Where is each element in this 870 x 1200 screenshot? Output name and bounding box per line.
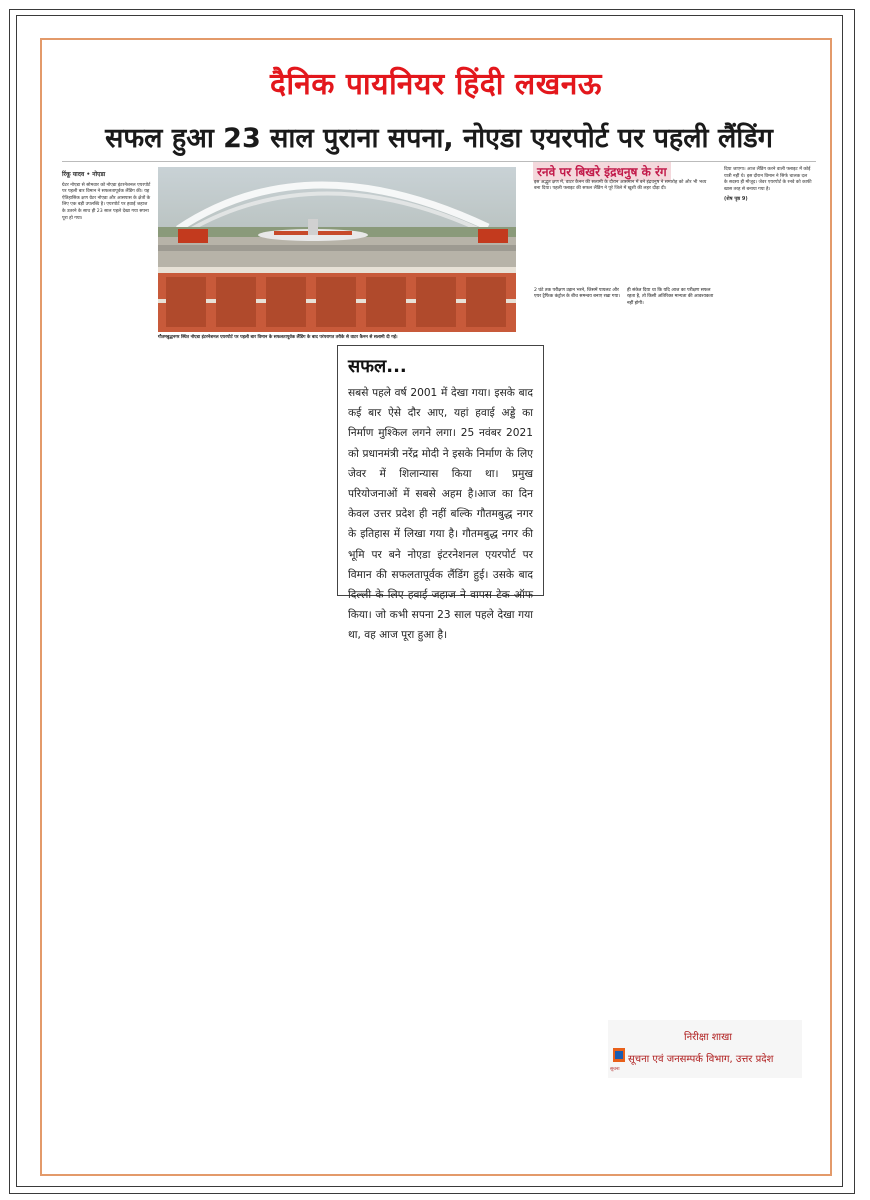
byline: रिंकू यादव • नोएडा <box>62 171 106 178</box>
headline: सफल हुआ 23 साल पुराना सपना, नोएडा एयरपोर्ट पर पहली लैंडिंग <box>62 118 816 162</box>
side-story-heading: रनवे पर बिखरे इंद्रधनुष के रंग <box>533 162 671 181</box>
side-story-col2 <box>627 288 714 307</box>
right-column <box>724 167 812 202</box>
side-story-col2-text: ही संकेत दिया था कि यदि आज का परीक्षण सफल रहता है, तो किसी अतिरिक्त मान्यता की आवश्यकता नहीं होगी। <box>627 288 714 306</box>
continued-tag: (शेष पृष्ठ 9) <box>724 196 748 203</box>
panel-body: सबसे पहले वर्ष 2001 में देखा गया। इसके बाद कई बार ऐसे दौर आए, यहां हवाई अड्डे का निर्माण मुश्किल लगने लगा। 25 नवंबर 2021 को प्रधानमंत्री नरेंद्र मोदी ने इसके निर्माण के लिए जेवर में शिलान्यास किया था। प्रमुख परियोजनाओं में सबसे अहम है।आज का दिन केवल उत्तर प्रदेश ही नहीं बल्कि गौतमबुद्ध नगर के इतिहास में लिखा गया है। गौतमबुद्ध नगर की भूमि पर बने नोएडा इंटरनेशनल एयरपोर्ट पर विमान की सफलतापूर्वक लैंडिंग हुई। उसके बाद दिल्ली के लिए हवाई जहाज ने वापस टेक ऑफ किया। जो कभी सपना 23 साल पहले देखा गया था, वह आज पूरा हुआ है। <box>348 387 533 642</box>
masthead: दैनिक पायनियर हिंदी लखनऊ <box>269 67 602 102</box>
newspaper-clipping <box>40 38 832 1176</box>
panel-title: सफल... <box>348 356 407 377</box>
right-column-text: दिया जाएगा। आज लैंडिंग करने वाली फ्लाइट में कोई यात्री नहीं थे। इस दौरान विमान ने सिर्फ चालक दल के सदस्य ही मौजूद। जेवर एयरपोर्ट के रनवे को काफी खास तरह से बनाया गया है। <box>724 167 812 192</box>
runway-photo-illustration <box>158 167 516 332</box>
continued-story-panel <box>337 345 544 642</box>
side-story-columns <box>534 288 714 307</box>
stamp-logo-text: सूचना <box>610 1067 620 1072</box>
side-story-col1-text: 2 घंटे तक परीक्षण उड़ान भरने, जिसमें पायलट और एयर ट्रैफिक कंट्रोल के बीच समन्वय बनाए रखा गया। <box>534 288 621 300</box>
stamp-title: निरीक्षा शाखा <box>684 1032 732 1043</box>
department-stamp <box>608 1020 802 1078</box>
stamp-department: सूचना एवं जनसम्पर्क विभाग, उत्तर प्रदेश <box>628 1054 774 1065</box>
runway-photo <box>158 167 516 332</box>
left-column-lead: ग्रेटर नोएडा से सोमवार को नोएडा इंटरनेशनल एयरपोर्ट पर पहली बार विमान ने सफलतापूर्वक लैंडिंग की। यह ऐतिहासिक क्षण ग्रेटर नोएडा और आसपास के क्षेत्रों के लिए एक बड़ी उपलब्धि है। एयरपोर्ट पर हवाई जहाज के उतरने के साथ ही 23 साल पहले देखा गया सपना पूरा हो गया। <box>62 182 151 221</box>
photo-caption: गौतमबुद्धनगर स्थित नोएडा इंटरनेशनल एयरपोर्ट पर पहली बार विमान के सफलतापूर्वक लैंडिंग के बाद परंपरागत तरीके से वाटर कैनन से सलामी दी गई। <box>158 335 398 340</box>
side-story-col1 <box>534 288 621 307</box>
left-column <box>62 172 152 222</box>
side-story-lead: इस अद्भुत क्षण में, वाटर कैनन की सलामी के दौरान आसमान में बने इंद्रधनुष ने समारोह को और भी भव्य बना दिया। पहली फ्लाइट की सफल लैंडिंग ने पूरे जिले में खुशी की लहर दौड़ा दी। <box>534 180 707 192</box>
